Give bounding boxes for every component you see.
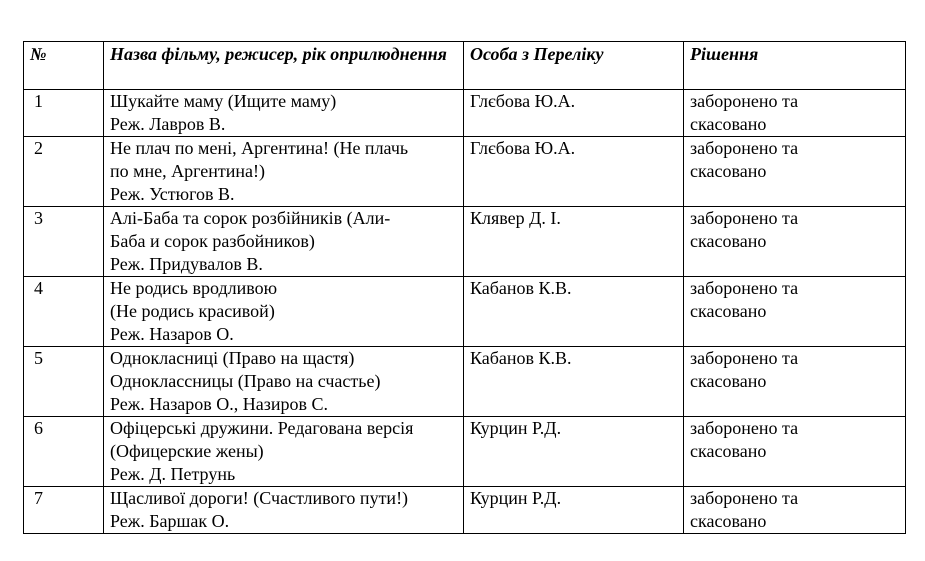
table-row — [24, 207, 906, 277]
decision-cell — [684, 487, 906, 534]
film-title: Щасливої дороги! (Счастливого пути!) — [110, 488, 409, 508]
person-cell: Курцин Р.Д. — [464, 487, 684, 534]
person-cell: Курцин Р.Д. — [464, 417, 684, 487]
header-row — [24, 42, 906, 90]
decision-cell — [684, 90, 906, 137]
row-number: 6 — [24, 417, 104, 487]
film-director: Реж. Баршак О. — [110, 511, 230, 531]
film-cell — [104, 347, 464, 417]
decision-cell — [684, 277, 906, 347]
decision-line: скасовано — [690, 441, 767, 461]
decision-cell — [684, 137, 906, 207]
decision-line: скасовано — [690, 371, 767, 391]
person-cell: Глєбова Ю.А. — [464, 90, 684, 137]
film-title-cont: Одноклассницы (Право на счастье) — [110, 371, 381, 391]
decision-line: скасовано — [690, 161, 767, 181]
film-title: Шукайте маму (Ищите маму) — [110, 91, 337, 111]
film-title: Однокласниці (Право на щастя) — [110, 348, 355, 368]
film-title-cont: Баба и сорок разбойников) — [110, 231, 315, 251]
decision-line: скасовано — [690, 511, 767, 531]
films-table — [23, 41, 906, 534]
decision-line: заборонено та — [690, 138, 799, 158]
film-title: Не плач по мені, Аргентина! (Не плачь — [110, 138, 409, 158]
film-title-cont: (Не родись красивой) — [110, 301, 275, 321]
person-cell: Кабанов К.В. — [464, 347, 684, 417]
row-number: 5 — [24, 347, 104, 417]
film-cell — [104, 137, 464, 207]
film-title-cont: по мне, Аргентина!) — [110, 161, 266, 181]
header-number: № — [24, 42, 104, 90]
table-row — [24, 277, 906, 347]
film-director: Реж. Д. Петрунь — [110, 464, 236, 484]
row-number: 7 — [24, 487, 104, 534]
film-title: Не родись вродливою — [110, 278, 278, 298]
person-cell: Клявер Д. І. — [464, 207, 684, 277]
film-director: Реж. Лавров В. — [110, 114, 226, 134]
decision-line: заборонено та — [690, 91, 799, 111]
decision-line: заборонено та — [690, 418, 799, 438]
table-row — [24, 90, 906, 137]
decision-line: заборонено та — [690, 278, 799, 298]
film-director: Реж. Устюгов В. — [110, 184, 235, 204]
decision-line: заборонено та — [690, 348, 799, 368]
person-cell: Глєбова Ю.А. — [464, 137, 684, 207]
film-title: Офіцерські дружини. Редагована версія — [110, 418, 414, 438]
decision-line: скасовано — [690, 231, 767, 251]
table-row — [24, 137, 906, 207]
film-cell — [104, 90, 464, 137]
film-title: Алі-Баба та сорок розбійників (Али- — [110, 208, 391, 228]
table-row — [24, 347, 906, 417]
film-director: Реж. Назаров О., Назиров С. — [110, 394, 329, 414]
decision-line: заборонено та — [690, 208, 799, 228]
decision-line: скасовано — [690, 301, 767, 321]
table-body — [24, 90, 906, 534]
decision-cell — [684, 207, 906, 277]
row-number: 3 — [24, 207, 104, 277]
decision-line: скасовано — [690, 114, 767, 134]
film-cell — [104, 207, 464, 277]
decision-line: заборонено та — [690, 488, 799, 508]
person-cell: Кабанов К.В. — [464, 277, 684, 347]
decision-cell — [684, 347, 906, 417]
film-cell — [104, 277, 464, 347]
row-number: 1 — [24, 90, 104, 137]
film-director: Реж. Назаров О. — [110, 324, 234, 344]
film-title-cont: (Офицерские жены) — [110, 441, 264, 461]
row-number: 2 — [24, 137, 104, 207]
header-person: Особа з Переліку — [464, 42, 684, 90]
table-header — [24, 42, 906, 90]
film-cell — [104, 417, 464, 487]
header-decision: Рішення — [684, 42, 906, 90]
decision-cell — [684, 417, 906, 487]
film-director: Реж. Придувалов В. — [110, 254, 263, 274]
film-cell — [104, 487, 464, 534]
row-number: 4 — [24, 277, 104, 347]
table-row — [24, 417, 906, 487]
table-row — [24, 487, 906, 534]
header-film: Назва фільму, режисер, рік оприлюднення — [104, 42, 464, 90]
